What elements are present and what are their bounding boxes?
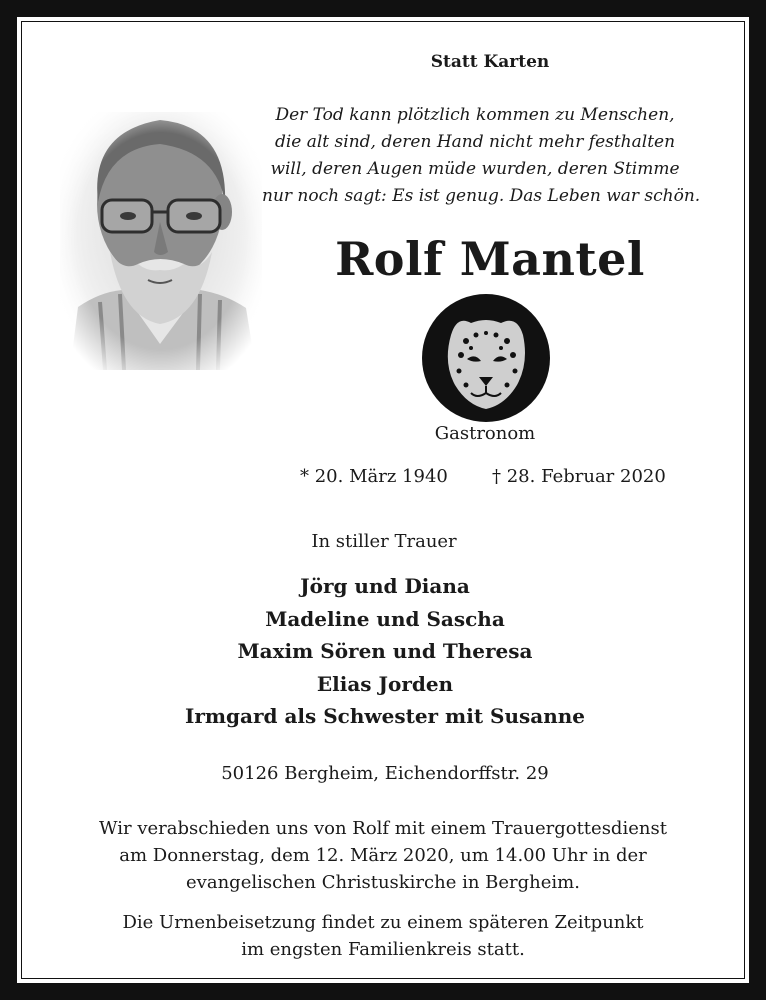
memorial-quote bbox=[262, 102, 701, 210]
service-notice bbox=[40, 815, 726, 896]
leopard-emblem bbox=[421, 293, 551, 423]
quote-line: die alt sind, deren Hand nicht mehr festhalten bbox=[274, 132, 676, 152]
mourner-name: Irmgard als Schwester mit Susanne bbox=[184, 704, 586, 728]
mourners-list bbox=[100, 570, 670, 733]
mourner-name: Elias Jorden bbox=[316, 671, 454, 696]
mourner-name: Madeline und Sascha bbox=[265, 606, 505, 631]
service-line: am Donnerstag, dem 12. März 2020, um 14.00 Uhr in der bbox=[119, 845, 647, 866]
burial-line: im engsten Familienkreis statt. bbox=[241, 939, 525, 960]
deceased-name: Rolf Mantel bbox=[335, 232, 645, 286]
burial-line: Die Urnenbeisetzung findet zu einem späteren Zeitpunkt bbox=[122, 912, 644, 933]
service-line: evangelischen Christuskirche in Bergheim. bbox=[186, 872, 580, 893]
quote-line: nur noch sagt: Es ist genug. Das Leben war schön. bbox=[262, 186, 701, 206]
portrait-photo bbox=[60, 112, 262, 370]
portrait-illustration bbox=[60, 112, 262, 370]
mourner-name: Jörg und Diana bbox=[300, 574, 470, 598]
burial-notice bbox=[40, 909, 726, 963]
quote-line: Der Tod kann plötzlich kommen zu Menschen, bbox=[275, 105, 675, 125]
address: 50126 Bergheim, Eichendorffstr. 29 bbox=[221, 763, 549, 784]
heading-statt-karten: Statt Karten bbox=[430, 52, 550, 72]
mourner-name: Maxim Sören und Theresa bbox=[237, 639, 533, 663]
death-date: † 28. Februar 2020 bbox=[492, 466, 666, 487]
quote-line: will, deren Augen müde wurden, deren Stimme bbox=[270, 159, 680, 179]
mourning-intro: In stiller Trauer bbox=[311, 531, 457, 552]
leopard-icon bbox=[421, 293, 551, 423]
profession: Gastronom bbox=[434, 423, 536, 444]
birth-date: * 20. März 1940 bbox=[300, 466, 448, 487]
service-line: Wir verabschieden uns von Rolf mit einem Trauergottesdienst bbox=[99, 818, 667, 839]
